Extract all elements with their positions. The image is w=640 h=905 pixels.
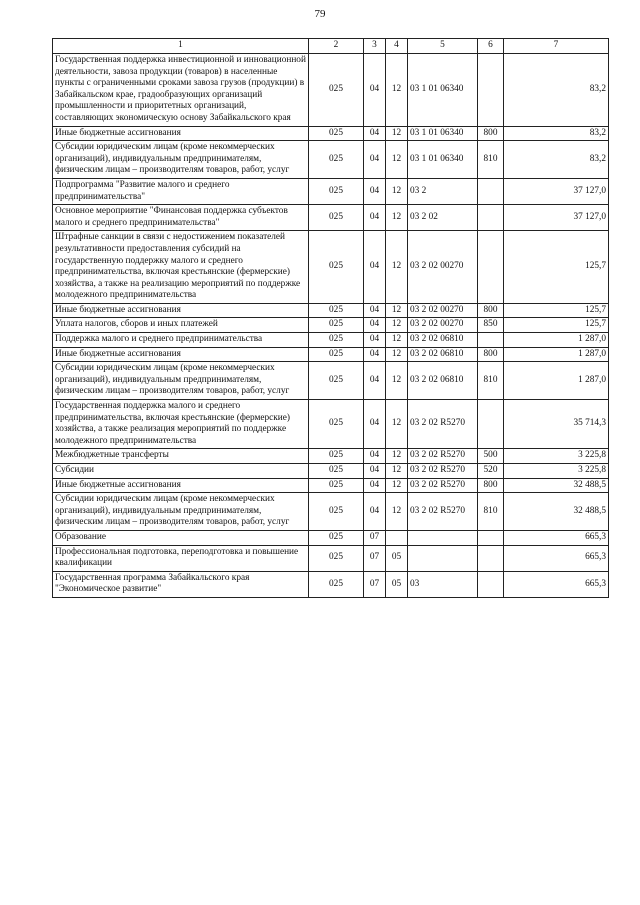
row-subsection: 12 [386,362,408,400]
row-admin-code: 025 [309,126,364,141]
row-sum: 1 287,0 [504,362,609,400]
row-subsection: 05 [386,545,408,571]
row-section: 07 [364,530,386,545]
row-admin-code: 025 [309,205,364,231]
row-target-article: 03 2 02 R5270 [408,449,478,464]
row-subsection: 12 [386,449,408,464]
row-subsection: 12 [386,478,408,493]
column-header-subsection: 4 [386,39,408,54]
column-header-target-article: 5 [408,39,478,54]
table-header [53,39,609,54]
row-section: 04 [364,478,386,493]
row-expense-type [478,545,504,571]
column-header-name: 1 [53,39,309,54]
row-section: 04 [364,464,386,479]
row-target-article: 03 2 02 06810 [408,347,478,362]
row-subsection: 12 [386,126,408,141]
row-name: Иные бюджетные ассигнования [53,303,309,318]
row-target-article: 03 2 02 00270 [408,303,478,318]
row-admin-code: 025 [309,493,364,531]
row-name: Субсидии [53,464,309,479]
row-target-article: 03 2 [408,178,478,204]
row-admin-code: 025 [309,400,364,449]
row-section: 04 [364,362,386,400]
header-row [53,39,609,54]
row-sum: 665,3 [504,530,609,545]
table-row [53,231,609,304]
row-sum: 1 287,0 [504,333,609,348]
row-target-article: 03 2 02 R5270 [408,400,478,449]
row-admin-code: 025 [309,231,364,304]
row-sum: 32 488,5 [504,478,609,493]
row-name: Государственная поддержка малого и среднего предпринимательства, включая крестьянские (фермерские) хозяйства, а также реализация мероприятий по поддержке молодежного предпринимательства [53,400,309,449]
row-sum: 35 714,3 [504,400,609,449]
row-sum: 37 127,0 [504,178,609,204]
row-name: Основное мероприятие "Финансовая поддержка субъектов малого и среднего предпринимательства" [53,205,309,231]
row-sum: 83,2 [504,141,609,179]
row-admin-code: 025 [309,362,364,400]
row-expense-type: 810 [478,141,504,179]
row-name: Профессиональная подготовка, переподготовка и повышение квалификации [53,545,309,571]
row-expense-type: 520 [478,464,504,479]
row-sum: 125,7 [504,231,609,304]
row-expense-type [478,178,504,204]
row-target-article: 03 2 02 06810 [408,333,478,348]
row-sum: 665,3 [504,545,609,571]
row-target-article: 03 1 01 06340 [408,141,478,179]
row-target-article: 03 [408,571,478,597]
row-sum: 125,7 [504,318,609,333]
row-section: 04 [364,347,386,362]
table-row [53,478,609,493]
row-expense-type [478,530,504,545]
row-sum: 3 225,8 [504,449,609,464]
row-section: 07 [364,571,386,597]
table-row [53,362,609,400]
table-row [53,400,609,449]
row-sum: 83,2 [504,54,609,127]
row-expense-type [478,400,504,449]
row-subsection: 12 [386,493,408,531]
row-subsection: 12 [386,54,408,127]
row-expense-type [478,205,504,231]
row-name: Иные бюджетные ассигнования [53,478,309,493]
row-name: Иные бюджетные ассигнования [53,347,309,362]
row-section: 04 [364,449,386,464]
row-admin-code: 025 [309,545,364,571]
table-row [53,205,609,231]
row-admin-code: 025 [309,54,364,127]
row-section: 04 [364,303,386,318]
budget-table [52,38,609,598]
row-subsection: 12 [386,400,408,449]
table-row [53,347,609,362]
row-expense-type: 850 [478,318,504,333]
row-expense-type: 810 [478,493,504,531]
row-section: 04 [364,231,386,304]
row-sum: 1 287,0 [504,347,609,362]
row-expense-type: 810 [478,362,504,400]
row-subsection: 12 [386,178,408,204]
row-admin-code: 025 [309,464,364,479]
table-row [53,530,609,545]
row-section: 04 [364,54,386,127]
table-row [53,464,609,479]
row-expense-type [478,231,504,304]
row-section: 04 [364,400,386,449]
row-admin-code: 025 [309,530,364,545]
row-sum: 83,2 [504,126,609,141]
row-target-article: 03 2 02 00270 [408,318,478,333]
table-row [53,571,609,597]
row-subsection: 12 [386,231,408,304]
row-admin-code: 025 [309,318,364,333]
row-sum: 32 488,5 [504,493,609,531]
row-section: 07 [364,545,386,571]
row-admin-code: 025 [309,347,364,362]
row-target-article: 03 2 02 06810 [408,362,478,400]
row-target-article: 03 1 01 06340 [408,126,478,141]
row-target-article: 03 2 02 R5270 [408,464,478,479]
row-name: Субсидии юридическим лицам (кроме некоммерческих организаций), индивидуальным предпринимателям, физическим лицам – производителям товаров, работ, услуг [53,362,309,400]
row-subsection: 12 [386,205,408,231]
row-target-article: 03 2 02 00270 [408,231,478,304]
table-row [53,493,609,531]
row-name: Межбюджетные трансферты [53,449,309,464]
row-admin-code: 025 [309,478,364,493]
row-section: 04 [364,333,386,348]
row-admin-code: 025 [309,449,364,464]
row-section: 04 [364,178,386,204]
row-expense-type: 800 [478,126,504,141]
row-sum: 125,7 [504,303,609,318]
row-admin-code: 025 [309,303,364,318]
row-subsection: 12 [386,333,408,348]
row-name: Иные бюджетные ассигнования [53,126,309,141]
row-subsection [386,530,408,545]
column-header-expense-type: 6 [478,39,504,54]
row-target-article: 03 2 02 R5270 [408,478,478,493]
column-header-sum: 7 [504,39,609,54]
row-target-article [408,530,478,545]
row-expense-type [478,333,504,348]
table-row [53,333,609,348]
row-sum: 37 127,0 [504,205,609,231]
row-name: Уплата налогов, сборов и иных платежей [53,318,309,333]
row-section: 04 [364,141,386,179]
row-expense-type: 800 [478,303,504,318]
row-target-article: 03 2 02 R5270 [408,493,478,531]
row-expense-type: 500 [478,449,504,464]
row-expense-type: 800 [478,478,504,493]
row-admin-code: 025 [309,141,364,179]
row-subsection: 12 [386,464,408,479]
table-row [53,54,609,127]
table-body [53,54,609,598]
row-section: 04 [364,493,386,531]
row-name: Субсидии юридическим лицам (кроме некоммерческих организаций), индивидуальным предпринимателям, физическим лицам – производителям товаров, работ, услуг [53,493,309,531]
row-target-article [408,545,478,571]
row-target-article: 03 1 01 06340 [408,54,478,127]
row-name: Субсидии юридическим лицам (кроме некоммерческих организаций), индивидуальным предпринимателям, физическим лицам – производителям товаров, работ, услуг [53,141,309,179]
table-row [53,141,609,179]
row-admin-code: 025 [309,178,364,204]
row-expense-type: 800 [478,347,504,362]
table-row [53,126,609,141]
row-name: Штрафные санкции в связи с недостижением показателей результативности предоставления субсидий на государственную поддержку малого и среднего предпринимательства, включая крестьянские (фермерские) хозяйства, а также на реализацию мероприятий по поддержке молодежного предпринимательства [53,231,309,304]
row-name: Государственная поддержка инвестиционной и инновационной деятельности, завоза продукции (товаров) в населенные пункты с ограниченными сроками завоза грузов (продукции) в Забайкальском крае, градообразующих организаций промышленности и приоритетных организаций, составляющих экономическую основу Забайкальского края [53,54,309,127]
table-row [53,318,609,333]
row-name: Образование [53,530,309,545]
row-target-article: 03 2 02 [408,205,478,231]
table-row [53,178,609,204]
table-row [53,303,609,318]
row-subsection: 12 [386,303,408,318]
row-name: Государственная программа Забайкальского края "Экономическое развитие" [53,571,309,597]
row-admin-code: 025 [309,571,364,597]
column-header-admin: 2 [309,39,364,54]
row-sum: 3 225,8 [504,464,609,479]
row-subsection: 12 [386,318,408,333]
row-expense-type [478,54,504,127]
row-subsection: 05 [386,571,408,597]
page-number: 79 [314,8,326,20]
row-name: Подпрограмма "Развитие малого и среднего предпринимательства" [53,178,309,204]
row-subsection: 12 [386,141,408,179]
row-section: 04 [364,318,386,333]
row-admin-code: 025 [309,333,364,348]
row-section: 04 [364,205,386,231]
row-expense-type [478,571,504,597]
row-name: Поддержка малого и среднего предпринимательства [53,333,309,348]
row-sum: 665,3 [504,571,609,597]
table-row [53,449,609,464]
table-row [53,545,609,571]
row-section: 04 [364,126,386,141]
row-subsection: 12 [386,347,408,362]
column-header-section: 3 [364,39,386,54]
